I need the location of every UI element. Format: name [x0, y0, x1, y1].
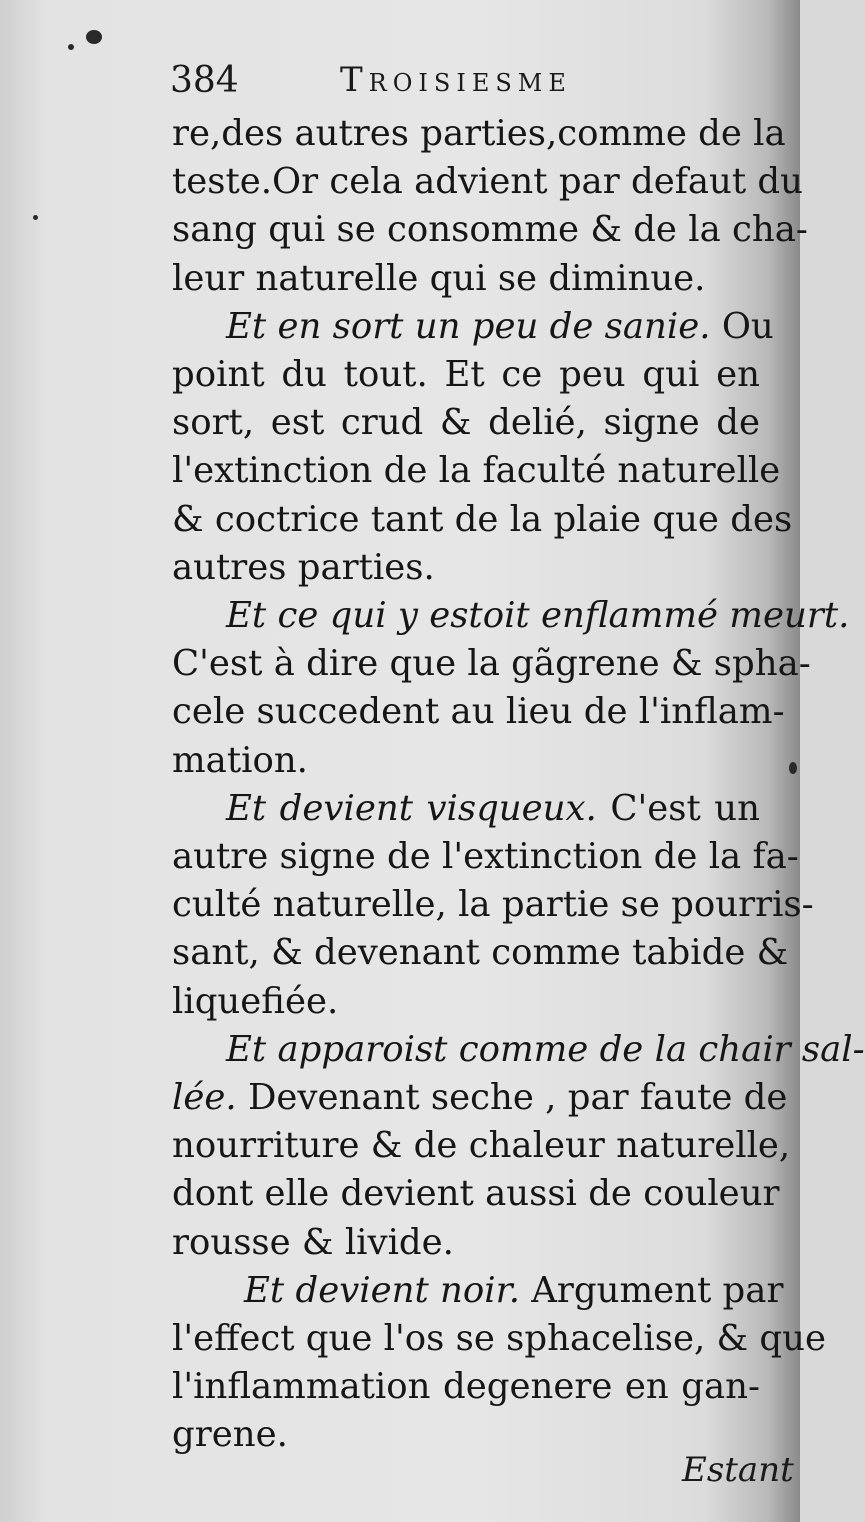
lemma: Et devient noir. [244, 1269, 520, 1311]
text-line: cele succedent au lieu de l'inflam- [172, 691, 785, 733]
running-head [170, 58, 770, 118]
text-line: autres parties. [172, 546, 435, 588]
text-line: sant, & devenant comme tabide & [172, 932, 789, 974]
text-line: grene. [172, 1414, 288, 1456]
text-line: l'effect que l'os se sphacelise, & que [172, 1318, 827, 1360]
text-line: Et devient visqueux. C'est un [226, 787, 760, 829]
text-line: C'est à dire que la gãgrene & spha- [172, 643, 811, 685]
ink-speck [68, 44, 74, 50]
text-line: l'extinction de la faculté naturelle [172, 450, 781, 492]
text-line: culté naturelle, la partie se pourris- [172, 884, 814, 926]
ink-speck [789, 762, 797, 774]
text-line: sort, est crud & delié, signe de [172, 402, 760, 444]
body-text [172, 110, 865, 1460]
lemma: Et devient visqueux. [226, 787, 597, 829]
text-line: autre signe de l'extinction de la fa- [172, 836, 799, 878]
text-line: re,des autres parties,comme de la [172, 113, 786, 154]
text-line: dont elle devient aussi de couleur [172, 1173, 780, 1215]
running-title: Troisiesme [340, 60, 572, 100]
text-line: sang qui se consomme & de la cha- [172, 209, 808, 251]
page-number: 384 [170, 60, 239, 101]
text-line: lée. Devenant seche , par faute de [172, 1077, 788, 1119]
catchword: Estant [682, 1450, 794, 1490]
text-line [172, 1026, 865, 1074]
text-line: point du tout. Et ce peu qui en [172, 354, 760, 396]
text-line: teste.Or cela advient par defaut du [172, 161, 804, 203]
text-line: nourriture & de chaleur naturelle, [172, 1125, 791, 1167]
text-line: l'inflammation degenere en gan- [172, 1366, 760, 1408]
text-line: mation. [172, 739, 308, 781]
ink-speck [86, 30, 102, 44]
lemma: lée. [172, 1077, 237, 1119]
lemma: Et en sort un peu de sanie. [226, 305, 711, 347]
text-line: & coctrice tant de la plaie que des [172, 498, 793, 540]
text-line: rousse & livide. [172, 1221, 454, 1263]
lemma: Et ce qui y estoit enflammé meurt. [226, 595, 850, 637]
text-line: leur naturelle qui se diminue. [172, 257, 706, 299]
ink-speck [33, 215, 38, 220]
text-line: Et en sort un peu de sanie. Ou [226, 305, 774, 347]
text-line [172, 592, 850, 640]
text-line: liquefiée. [172, 980, 339, 1022]
lemma: Et apparoist comme de la chair sal- [226, 1028, 865, 1070]
text-line: Et devient noir. Argument par [244, 1269, 784, 1311]
